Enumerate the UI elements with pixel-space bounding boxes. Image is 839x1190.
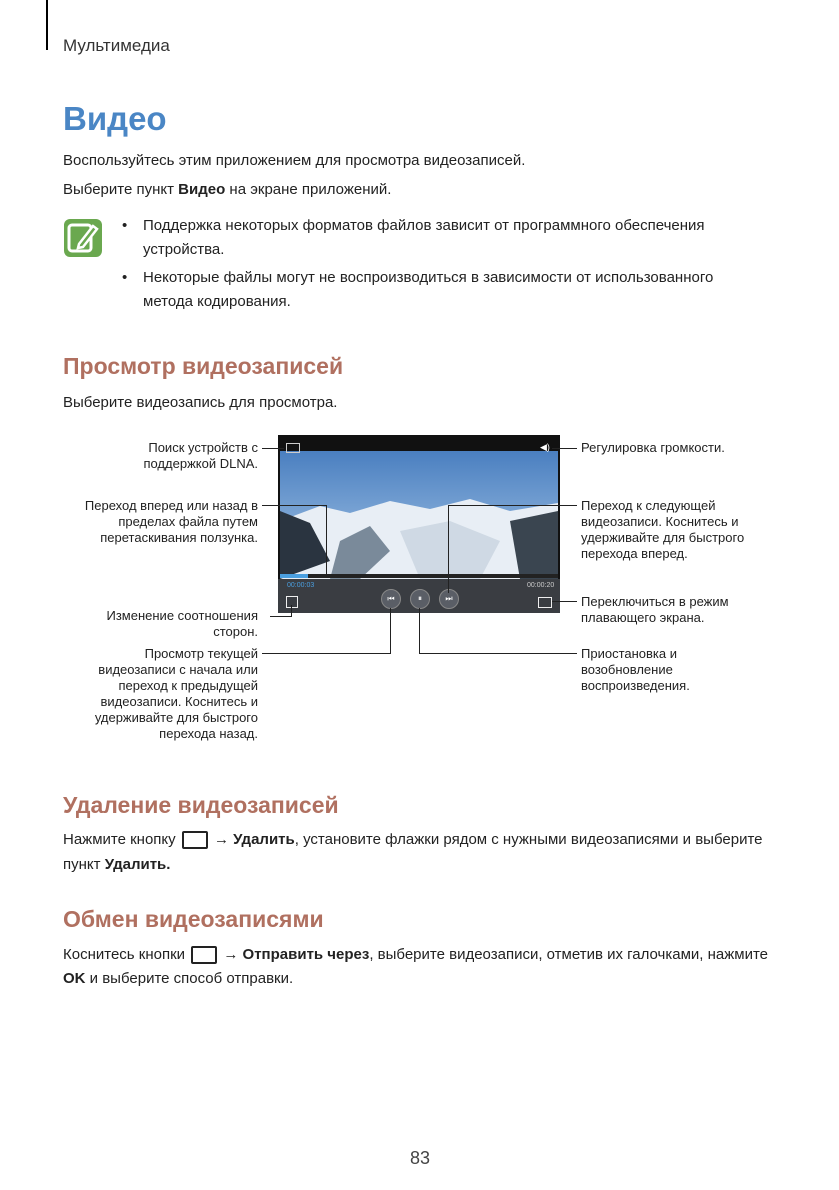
callout-pause: Приостановка и возобновление воспроизведения. [581,646,690,693]
callout-seek: Переход вперед или назад в пределах файла путем перетаскивания ползунка. [84,498,258,545]
video-frame [280,451,558,579]
callout-line-next-v [448,505,449,593]
popup-play-button[interactable] [538,597,552,608]
menu-icon [191,946,217,964]
callout-popup: Переключиться в режим плавающего экрана. [581,594,729,625]
callout-prev: Просмотр текущей видеозаписи с начала или переход к предыдущей видеозаписи. Коснитесь и удерживайте для быстрого перехода назад. [94,646,258,741]
callout-ratio: Изменение соотношения сторон. [106,608,258,639]
section-delete-line2: пункт Удалить. [63,856,171,873]
section-share-heading: Обмен видеозаписями [63,906,324,932]
section-view-text: Выберите видеозапись для просмотра. [63,394,338,411]
time-start: 00:00:03 [287,582,315,589]
time-end: 00:00:20 [527,582,555,589]
page-number: 83 [410,1148,431,1168]
callout-line-pause-v [419,608,420,654]
callout-dlna: Поиск устройств с поддержкой DLNA. [143,440,258,471]
page-title: Видео [63,100,167,137]
chapter-title: Мультимедиа [63,36,170,55]
note-1: Поддержка некоторых форматов файлов зависит от программного обеспечения устройства. [143,217,705,258]
chapter-bar [46,0,48,50]
pause-button[interactable]: ⏸ [410,589,430,609]
callout-line-volume [552,448,577,449]
callout-line-prev-v [390,608,391,654]
callout-line-popup [552,601,577,602]
note-bullet-1: • [122,217,128,234]
dlna-icon[interactable] [286,443,300,453]
note-2: Некоторые файлы могут не воспроизводиться в зависимости от использованного метода кодирования. [143,269,714,310]
status-bar [280,440,556,451]
section-view-heading: Просмотр видеозаписей [63,353,344,379]
intro-line1: Воспользуйтесь этим приложением для просмотра видеозаписей. [63,152,526,169]
section-delete-line1: Нажмите кнопку → Удалить, установите флажки рядом с нужными видеозаписями и выберите [63,831,763,848]
aspect-ratio-button[interactable] [286,596,298,608]
next-button[interactable]: ⏭ [439,589,459,609]
seek-bar[interactable] [280,574,558,578]
note-bullet-2: • [122,269,128,286]
callout-line-seek-v [326,505,327,577]
callout-line-seek-h [262,505,326,506]
callout-next: Переход к следующей видеозаписи. Коснитесь и удерживайте для быстрого перехода вперед. [581,498,745,561]
note-icon [63,218,103,258]
menu-icon [182,831,208,849]
callout-line-ratio-h [270,616,292,617]
callout-volume: Регулировка громкости. [581,440,725,455]
section-delete-heading: Удаление видеозаписей [63,792,339,818]
callout-line-prev-h [262,653,391,654]
section-share-line1: Коснитесь кнопки → Отправить через, выберите видеозаписи, отметив их галочками, нажмите [63,946,769,963]
callout-line-ratio-v [291,605,292,617]
intro-line2: Выберите пункт Видео на экране приложений. [63,181,392,198]
callout-line-pause-h [419,653,577,654]
section-share-line2: OK и выберите способ отправки. [63,970,294,987]
previous-button[interactable]: ⏮ [381,589,401,609]
callout-line-next-h [448,505,577,506]
callout-line-dlna [262,448,284,449]
seek-progress [280,574,308,578]
volume-icon[interactable]: ◀) [540,442,550,452]
